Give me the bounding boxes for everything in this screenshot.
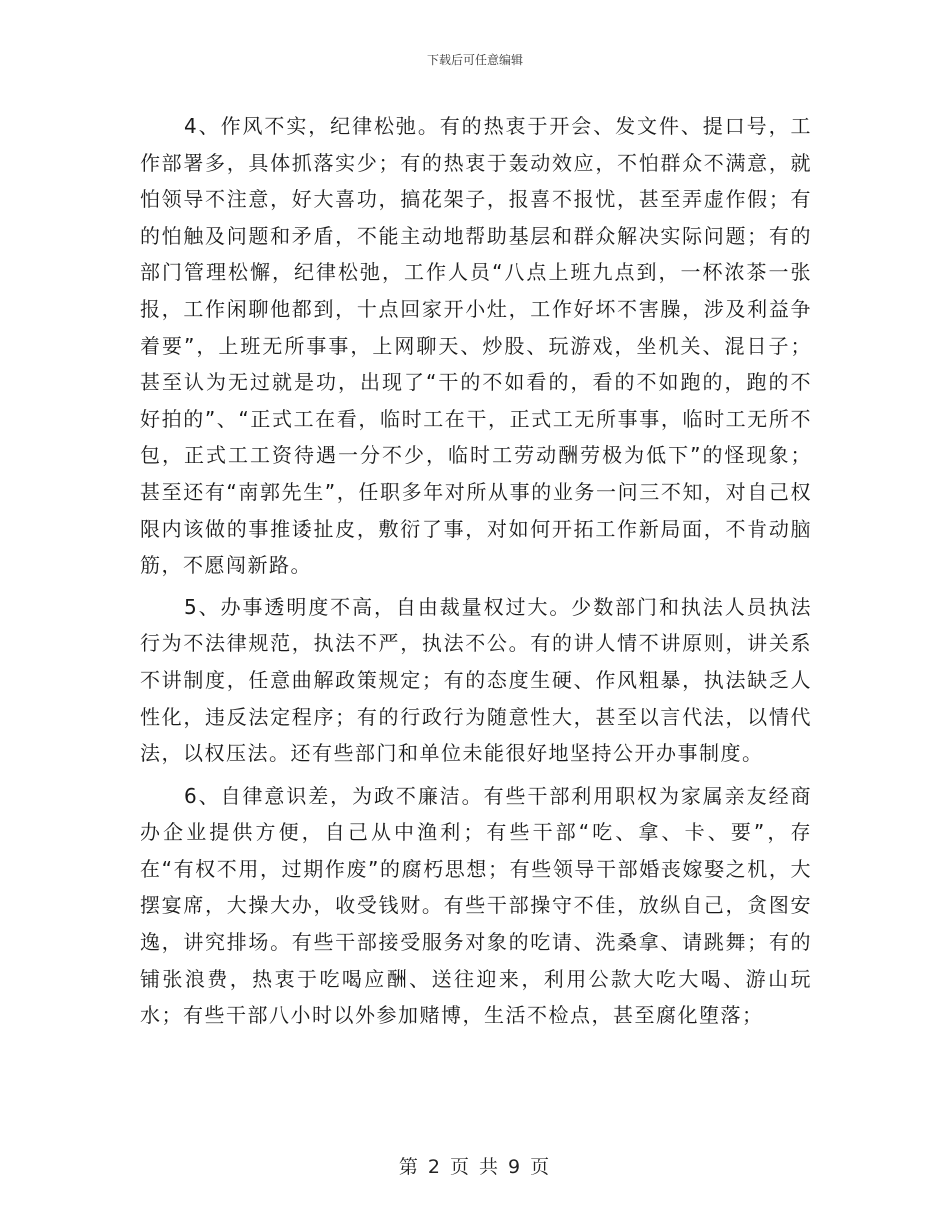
paragraph-item-6: 6、自律意识差，为政不廉洁。有些干部利用职权为家属亲友经商办企业提供方便，自己从中渔利；有些干部“吃、拿、卡、要”，存在“有权不用，过期作废”的腐朽思想；有些领导干部婚丧嫁娶之机，大摆宴席，大操大办，收受钱财。有些干部操守不佳，放纵自己，贪图安逸，讲究排场。有些干部接受服务对象的吃请、洗桑拿、请跳舞；有的铺张浪费，热衷于吃喝应酬、送往迎来，利用公款大吃大喝、游山玩水；有些干部八小时以外参加赌博，生活不检点，甚至腐化堕落； — [140, 783, 812, 1028]
page-header-note: 下载后可任意编辑 — [426, 53, 523, 67]
paragraph-item-4: 4、作风不实，纪律松弛。有的热衷于开会、发文件、提口号，工作部署多，具体抓落实少；有的热衷于轰动效应，不怕群众不满意，就怕领导不注意，好大喜功，搞花架子，报喜不报忧，甚至弄虚作假；有的怕触及问题和矛盾，不能主动地帮助基层和群众解决实际问题；有的部门管理松懈，纪律松弛，工作人员“八点上班九点到，一杯浓茶一张报，工作闲聊他都到，十点回家开小灶，工作好坏不害臊，涉及利益争着要”，上班无所事事，上网聊天、炒股、玩游戏，坐机关、混日子；甚至认为无过就是功，出现了“干的不如看的，看的不如跑的，跑的不好拍的”、“正式工在看，临时工在干，正式工无所事事，临时工无所不包，正式工工资待遇一分不少，临时工劳动酬劳极为低下”的怪现象；甚至还有“南郭先生”，任职多年对所从事的业务一问三不知，对自己权限内该做的事推诿扯皮，敷衍了事，对如何开拓工作新局面，不肯动脑筋，不愿闯新路。 — [140, 114, 812, 578]
page-number-footer: 第 2 页 共 9 页 — [398, 1156, 552, 1178]
paragraph-item-5: 5、办事透明度不高，自由裁量权过大。少数部门和执法人员执法行为不法律规范，执法不严，执法不公。有的讲人情不讲原则，讲关系不讲制度，任意曲解政策规定；有的态度生硬、作风粗暴，执法缺乏人性化，违反法定程序；有的行政行为随意性大，甚至以言代法，以情代法，以权压法。还有些部门和单位未能很好地坚持公开办事制度。 — [140, 594, 812, 766]
document-body — [140, 108, 812, 1039]
